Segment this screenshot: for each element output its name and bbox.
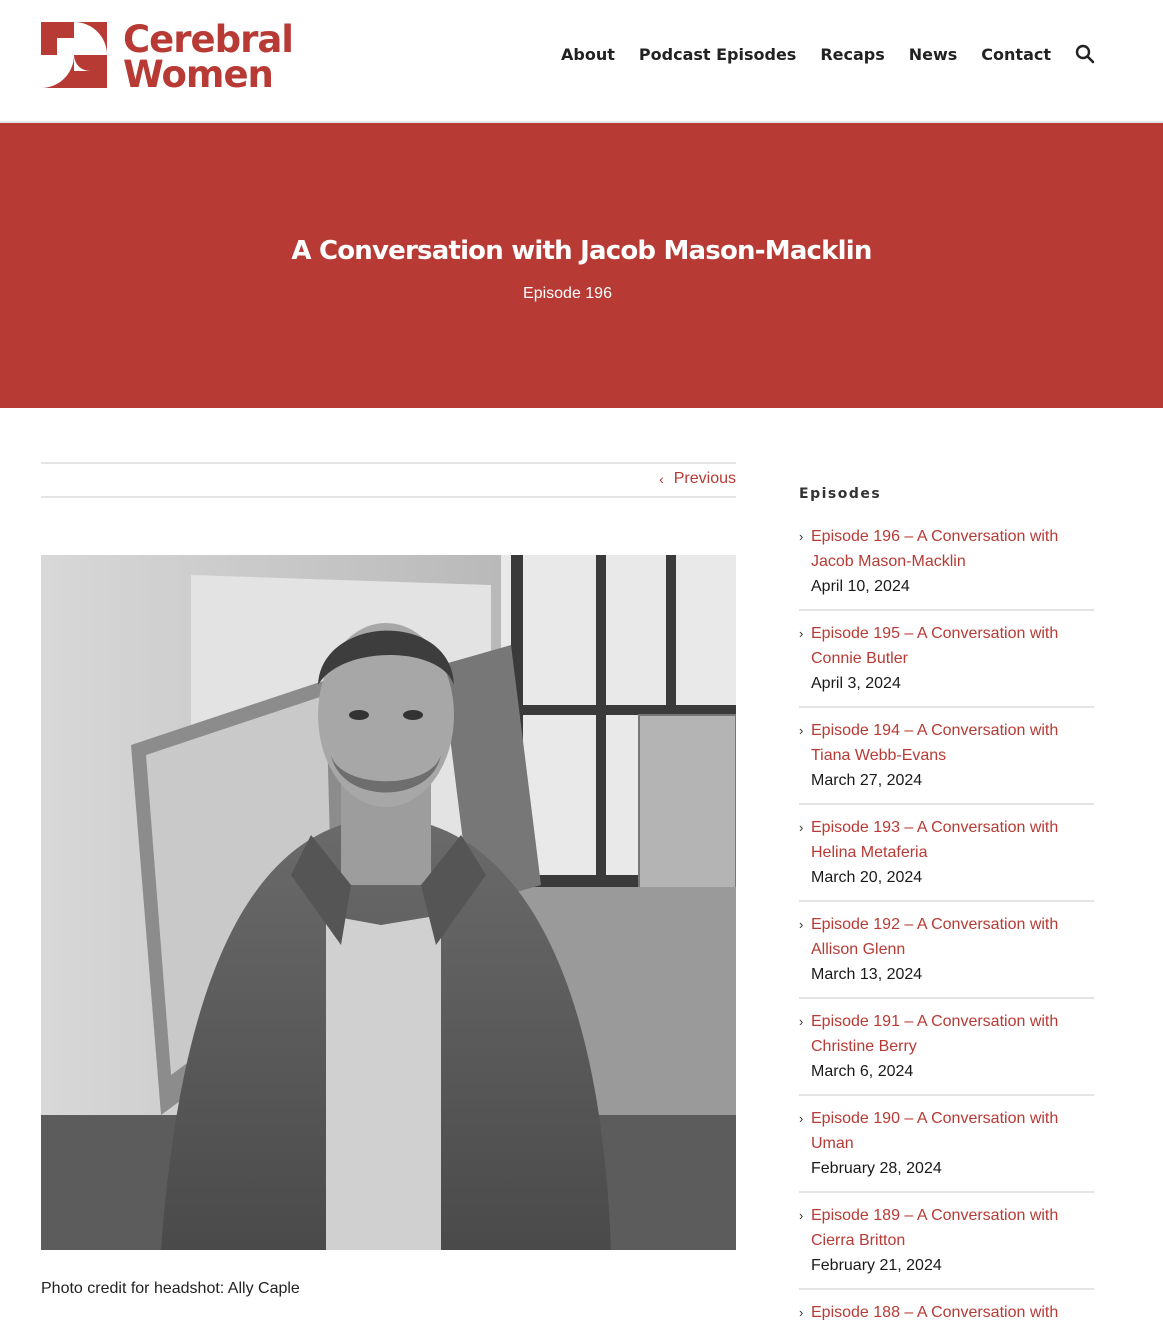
episode-link[interactable]	[799, 1203, 1094, 1253]
episode-list-item	[799, 718, 1094, 805]
nav-contact[interactable]: Contact	[981, 44, 1051, 64]
episode-link[interactable]	[799, 912, 1094, 962]
episode-title-line2: Cierra Britton	[811, 1232, 906, 1249]
episode-title-line2: Tiana Webb-Evans	[811, 747, 947, 764]
episode-title	[811, 912, 1058, 962]
post-navigation	[41, 462, 736, 498]
episode-list-item	[799, 815, 1094, 902]
chevron-right-icon: ›	[799, 1208, 804, 1223]
headshot-photo	[41, 555, 736, 1250]
episode-title	[811, 621, 1058, 671]
episode-title-line1: Episode 190 – A Conversation with	[811, 1110, 1059, 1127]
chevron-right-icon: ›	[799, 529, 804, 544]
episode-title-line1: Episode 191 – A Conversation with	[811, 1013, 1059, 1030]
logo-line-1: Cerebral	[123, 18, 293, 61]
page-title: A Conversation with Jacob Mason-Macklin	[291, 236, 872, 266]
episode-link[interactable]	[799, 524, 1094, 574]
episode-list-item	[799, 1009, 1094, 1096]
nav-podcast-episodes[interactable]: Podcast Episodes	[638, 44, 797, 64]
episode-list-item	[799, 912, 1094, 999]
episode-title-line2: Christine Berry	[811, 1038, 917, 1055]
nav-news[interactable]: News	[908, 44, 958, 64]
episode-link[interactable]	[799, 718, 1094, 768]
episode-title-line1: Episode 195 – A Conversation with	[811, 625, 1059, 642]
episode-title-line2: Jacob Mason-Macklin	[811, 553, 966, 570]
logo-text	[123, 18, 293, 96]
episode-date: March 20, 2024	[811, 869, 923, 886]
episode-date: March 13, 2024	[811, 966, 923, 983]
headshot-illustration	[41, 555, 736, 1250]
episode-list-item	[799, 1300, 1094, 1320]
episode-link[interactable]	[799, 1300, 1094, 1320]
episode-title-line1: Episode 196 – A Conversation with	[811, 528, 1059, 545]
episode-title-line1: Episode 188 – A Conversation with	[811, 1304, 1059, 1320]
episode-title	[811, 1106, 1058, 1156]
episode-date: March 6, 2024	[811, 1063, 914, 1080]
episode-link[interactable]	[799, 621, 1094, 671]
page-subtitle: Episode 196	[523, 285, 612, 302]
previous-label: Previous	[673, 470, 736, 487]
episodes-sidebar	[799, 486, 1094, 1320]
episode-link[interactable]	[799, 1009, 1094, 1059]
episode-title-line2: Connie Butler	[811, 650, 908, 667]
episode-title	[811, 815, 1058, 865]
episode-title-line1: Episode 192 – A Conversation with	[811, 916, 1059, 933]
site-logo[interactable]	[41, 18, 293, 96]
episode-link[interactable]	[799, 1106, 1094, 1156]
logo-mark-icon	[41, 22, 107, 88]
nav-recaps[interactable]: Recaps	[820, 44, 885, 64]
chevron-right-icon: ›	[799, 626, 804, 641]
previous-link[interactable]	[659, 470, 736, 488]
episode-list-item	[799, 524, 1094, 611]
page-title-bar	[0, 123, 1163, 408]
episode-title	[811, 1203, 1058, 1253]
episode-date: April 10, 2024	[811, 578, 910, 595]
episode-title-line2: Helina Metaferia	[811, 844, 928, 861]
episode-link[interactable]	[799, 815, 1094, 865]
chevron-left-icon: ‹	[659, 471, 664, 487]
episode-list-item	[799, 1106, 1094, 1193]
chevron-right-icon: ›	[799, 917, 804, 932]
episode-date: February 21, 2024	[811, 1257, 942, 1274]
logo-line-2: Women	[123, 53, 273, 96]
photo-caption: Photo credit for headshot: Ally Caple	[41, 1280, 300, 1297]
episode-date: February 28, 2024	[811, 1160, 942, 1177]
chevron-right-icon: ›	[799, 820, 804, 835]
episode-title-line1: Episode 189 – A Conversation with	[811, 1207, 1059, 1224]
episode-title	[811, 524, 1058, 574]
episode-title-line1: Episode 193 – A Conversation with	[811, 819, 1059, 836]
chevron-right-icon: ›	[799, 1305, 804, 1320]
episode-title-line1: Episode 194 – A Conversation with	[811, 722, 1059, 739]
chevron-right-icon: ›	[799, 1014, 804, 1029]
episode-date: March 27, 2024	[811, 772, 923, 789]
main-nav	[537, 44, 1095, 64]
episode-date: April 3, 2024	[811, 675, 901, 692]
episode-title-line2: Uman	[811, 1135, 854, 1152]
episode-title	[811, 1009, 1058, 1059]
episode-title-line2: Allison Glenn	[811, 941, 906, 958]
episode-list-item	[799, 621, 1094, 708]
nav-about[interactable]: About	[561, 44, 615, 64]
chevron-right-icon: ›	[799, 1111, 804, 1126]
episode-list-item	[799, 1203, 1094, 1290]
sidebar-heading: Episodes	[799, 486, 882, 502]
site-header	[0, 0, 1163, 123]
chevron-right-icon: ›	[799, 723, 804, 738]
episode-title	[811, 718, 1058, 768]
search-icon[interactable]	[1075, 44, 1095, 64]
